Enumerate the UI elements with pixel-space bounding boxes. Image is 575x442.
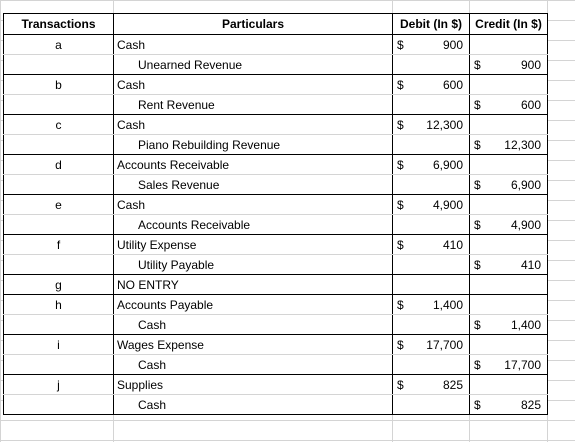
table-row	[4, 155, 548, 175]
table-row	[4, 115, 548, 135]
credit-value: 900	[520, 57, 541, 72]
particulars-cell[interactable]: Cash	[114, 195, 393, 215]
currency-symbol: $	[397, 337, 404, 352]
header-particulars[interactable]: Particulars	[114, 14, 393, 35]
table-row	[4, 75, 548, 95]
particulars-cell[interactable]: Utility Expense	[114, 235, 393, 255]
credit-amount	[470, 218, 547, 232]
credit-cell[interactable]	[470, 115, 548, 135]
table-row	[4, 35, 548, 55]
journal-entries-table	[3, 13, 548, 415]
credit-cell[interactable]	[470, 315, 548, 335]
particulars-cell[interactable]: Cash	[114, 115, 393, 135]
transaction-cell[interactable]: i	[4, 335, 114, 355]
credit-amount	[470, 258, 547, 272]
debit-amount	[393, 378, 469, 392]
credit-cell[interactable]	[470, 35, 548, 55]
transaction-cell[interactable]	[4, 95, 114, 115]
particulars-cell[interactable]: Rent Revenue	[114, 95, 393, 115]
debit-cell[interactable]	[393, 195, 470, 215]
transaction-cell[interactable]: b	[4, 75, 114, 95]
currency-symbol: $	[397, 297, 404, 312]
particulars-cell[interactable]: Supplies	[114, 375, 393, 395]
debit-cell[interactable]	[393, 315, 470, 335]
currency-symbol: $	[397, 37, 404, 52]
debit-value: 825	[442, 377, 463, 392]
debit-cell[interactable]	[393, 175, 470, 195]
debit-value: 4,900	[432, 197, 463, 212]
table-row	[4, 375, 548, 395]
transaction-cell[interactable]	[4, 355, 114, 375]
transaction-cell[interactable]: e	[4, 195, 114, 215]
debit-cell[interactable]	[393, 135, 470, 155]
currency-symbol: $	[474, 57, 481, 72]
debit-cell[interactable]	[393, 155, 470, 175]
debit-amount	[393, 298, 469, 312]
debit-cell[interactable]	[393, 255, 470, 275]
currency-symbol: $	[474, 137, 481, 152]
particulars-cell[interactable]: Cash	[114, 355, 393, 375]
transaction-cell[interactable]	[4, 55, 114, 75]
debit-value: 17,700	[426, 337, 463, 352]
particulars-cell[interactable]: Accounts Payable	[114, 295, 393, 315]
particulars-cell[interactable]: Wages Expense	[114, 335, 393, 355]
credit-cell[interactable]	[470, 155, 548, 175]
credit-value: 410	[520, 257, 541, 272]
debit-cell[interactable]	[393, 355, 470, 375]
table-row	[4, 55, 548, 75]
particulars-cell[interactable]: Cash	[114, 35, 393, 55]
transaction-cell[interactable]	[4, 215, 114, 235]
credit-cell[interactable]	[470, 55, 548, 75]
currency-symbol: $	[474, 257, 481, 272]
transaction-cell[interactable]: h	[4, 295, 114, 315]
table-row	[4, 175, 548, 195]
currency-symbol: $	[397, 157, 404, 172]
header-transactions[interactable]: Transactions	[4, 14, 114, 35]
credit-cell[interactable]	[470, 395, 548, 415]
currency-symbol: $	[474, 397, 481, 412]
debit-value: 6,900	[432, 157, 463, 172]
table-row	[4, 395, 548, 415]
currency-symbol: $	[474, 317, 481, 332]
debit-value: 12,300	[426, 117, 463, 132]
transaction-cell[interactable]: d	[4, 155, 114, 175]
table-row	[4, 335, 548, 355]
credit-cell[interactable]	[470, 95, 548, 115]
credit-cell[interactable]	[470, 195, 548, 215]
debit-value: 600	[442, 77, 463, 92]
transaction-cell[interactable]	[4, 135, 114, 155]
transaction-cell[interactable]	[4, 175, 114, 195]
table-row	[4, 135, 548, 155]
debit-cell[interactable]	[393, 75, 470, 95]
table-row	[4, 255, 548, 275]
credit-value: 600	[520, 97, 541, 112]
currency-symbol: $	[397, 77, 404, 92]
credit-cell[interactable]	[470, 255, 548, 275]
header-credit[interactable]: Credit (In $)	[470, 14, 548, 35]
debit-amount	[393, 38, 469, 52]
credit-value: 12,300	[504, 137, 541, 152]
debit-cell[interactable]	[393, 115, 470, 135]
currency-symbol: $	[397, 197, 404, 212]
credit-cell[interactable]	[470, 295, 548, 315]
table-row	[4, 355, 548, 375]
debit-cell[interactable]	[393, 295, 470, 315]
transaction-cell[interactable]: a	[4, 35, 114, 55]
debit-cell[interactable]	[393, 55, 470, 75]
debit-cell[interactable]	[393, 95, 470, 115]
header-debit[interactable]: Debit (In $)	[393, 14, 470, 35]
table-row	[4, 215, 548, 235]
credit-cell[interactable]	[470, 135, 548, 155]
transaction-cell[interactable]: c	[4, 115, 114, 135]
currency-symbol: $	[397, 237, 404, 252]
debit-amount	[393, 338, 469, 352]
particulars-cell[interactable]: Piano Rebuilding Revenue	[114, 135, 393, 155]
debit-amount	[393, 78, 469, 92]
credit-cell[interactable]	[470, 235, 548, 255]
particulars-cell[interactable]: NO ENTRY	[114, 275, 393, 295]
credit-amount	[470, 398, 547, 412]
transaction-cell[interactable]	[4, 395, 114, 415]
debit-cell[interactable]	[393, 335, 470, 355]
debit-cell[interactable]	[393, 215, 470, 235]
debit-amount	[393, 238, 469, 252]
table-row	[4, 275, 548, 295]
debit-amount	[393, 118, 469, 132]
credit-amount	[470, 178, 547, 192]
particulars-cell[interactable]: Accounts Receivable	[114, 155, 393, 175]
debit-cell[interactable]	[393, 395, 470, 415]
credit-value: 1,400	[510, 317, 541, 332]
debit-value: 900	[442, 37, 463, 52]
credit-cell[interactable]	[470, 275, 548, 295]
table-row	[4, 195, 548, 215]
particulars-cell[interactable]: Cash	[114, 395, 393, 415]
currency-symbol: $	[474, 177, 481, 192]
table-row	[4, 315, 548, 335]
currency-symbol: $	[474, 97, 481, 112]
table-row	[4, 295, 548, 315]
debit-amount	[393, 158, 469, 172]
credit-value: 4,900	[510, 217, 541, 232]
credit-cell[interactable]	[470, 335, 548, 355]
currency-symbol: $	[397, 377, 404, 392]
credit-amount	[470, 138, 547, 152]
debit-cell[interactable]	[393, 235, 470, 255]
journal-body	[4, 35, 548, 415]
debit-cell[interactable]	[393, 275, 470, 295]
header-row	[4, 14, 548, 35]
particulars-cell[interactable]: Cash	[114, 315, 393, 335]
transaction-cell[interactable]	[4, 255, 114, 275]
debit-cell[interactable]	[393, 35, 470, 55]
currency-symbol: $	[474, 357, 481, 372]
credit-value: 825	[520, 397, 541, 412]
particulars-cell[interactable]: Unearned Revenue	[114, 55, 393, 75]
credit-value: 17,700	[504, 357, 541, 372]
credit-amount	[470, 358, 547, 372]
credit-cell[interactable]	[470, 355, 548, 375]
transaction-cell[interactable]: g	[4, 275, 114, 295]
particulars-cell[interactable]: Cash	[114, 75, 393, 95]
credit-cell[interactable]	[470, 375, 548, 395]
credit-cell[interactable]	[470, 215, 548, 235]
credit-cell[interactable]	[470, 175, 548, 195]
currency-symbol: $	[474, 217, 481, 232]
particulars-cell[interactable]: Sales Revenue	[114, 175, 393, 195]
currency-symbol: $	[397, 117, 404, 132]
table-row	[4, 95, 548, 115]
particulars-cell[interactable]: Accounts Receivable	[114, 215, 393, 235]
debit-amount	[393, 198, 469, 212]
credit-cell[interactable]	[470, 75, 548, 95]
credit-amount	[470, 58, 547, 72]
table-row	[4, 235, 548, 255]
transaction-cell[interactable]: f	[4, 235, 114, 255]
debit-value: 1,400	[432, 297, 463, 312]
credit-amount	[470, 98, 547, 112]
debit-value: 410	[442, 237, 463, 252]
credit-value: 6,900	[510, 177, 541, 192]
credit-amount	[470, 318, 547, 332]
particulars-cell[interactable]: Utility Payable	[114, 255, 393, 275]
debit-cell[interactable]	[393, 375, 470, 395]
transaction-cell[interactable]	[4, 315, 114, 335]
transaction-cell[interactable]: j	[4, 375, 114, 395]
